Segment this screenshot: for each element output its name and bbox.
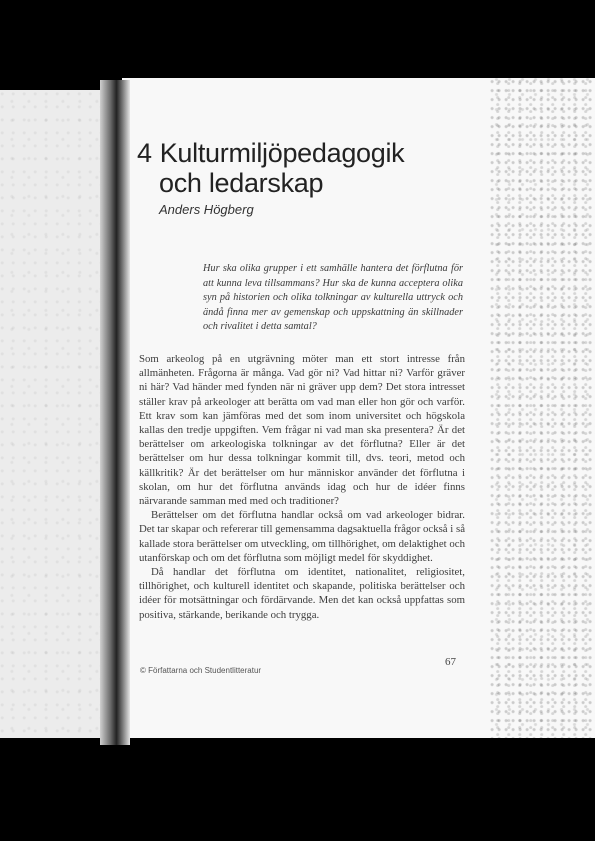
chapter-title: [137, 138, 437, 198]
chapter-title-line1: Kulturmiljöpedagogik: [159, 138, 405, 168]
paragraph-1: Som arkeolog på en utgrävning möter man ett stort intresse från allmänheten. Frågorna är många. Vad gör ni? Vad hittar ni? Varför gräver ni här? Vad händer med fynden när ni gräver upp dem? Det stora intresset ställer krav på arkeologer att berätta om vad man eller hon gör och varför. Ett krav som kan jämföras med det som inom universitet och högskola kallas den tredje uppgiften. Vem frågar ni vad man ska presentera? Är det berättelser om arkeologiska tolkningar av det förflutna? Eller är det berättelser om hur dessa tolkningar kommit till, dvs. teori, metod och källkritik? Är det berättelser om hur människor använder det förflutna i skolan, om hur det förflutna används idag och hur de idéer finns närvarande samman med med och traditioner?: [139, 353, 465, 508]
epigraph: Hur ska olika grupper i ett samhälle hantera det förflutna för att kunna leva tillsammans? Hur ska de kunna acceptera olika syn på historien och olika tolkningar av kulturella uttryck och ändå finna mer av gemenskap och uppskattning än skillnader och rivalitet i detta samtal?: [203, 263, 463, 332]
book-gutter: [100, 80, 130, 745]
left-page: [0, 90, 108, 738]
paragraph-3: Då handlar det förflutna om identitet, nationalitet, religiositet, tillhörighet, och kulturell identitet och skapande, politiska berättelser och idéer för motsättningar och fördärvande. Men det kan också uppfattas som positiva, stärkande, berikande och trygga.: [139, 566, 465, 621]
page-edge-noise: [490, 78, 595, 738]
chapter-number: 4: [137, 138, 152, 168]
page-number: 67: [445, 656, 456, 668]
body-text: [139, 352, 465, 622]
chapter-author: Anders Högberg: [159, 202, 254, 217]
paragraph-2: Berättelser om det förflutna handlar också om vad arkeologer bidrar. Det tar skapar och refererar till gemensamma dagsaktuella frågor också i så kallade stora berättelser om utveckling, om tillhörighet, om delaktighet och utanförskap och om det förflutna som möjligt medel för skyddighet.: [139, 509, 465, 564]
footer-copyright: © Författarna och Studentlitteratur: [140, 666, 262, 675]
chapter-title-line2: och ledarskap: [159, 168, 324, 198]
